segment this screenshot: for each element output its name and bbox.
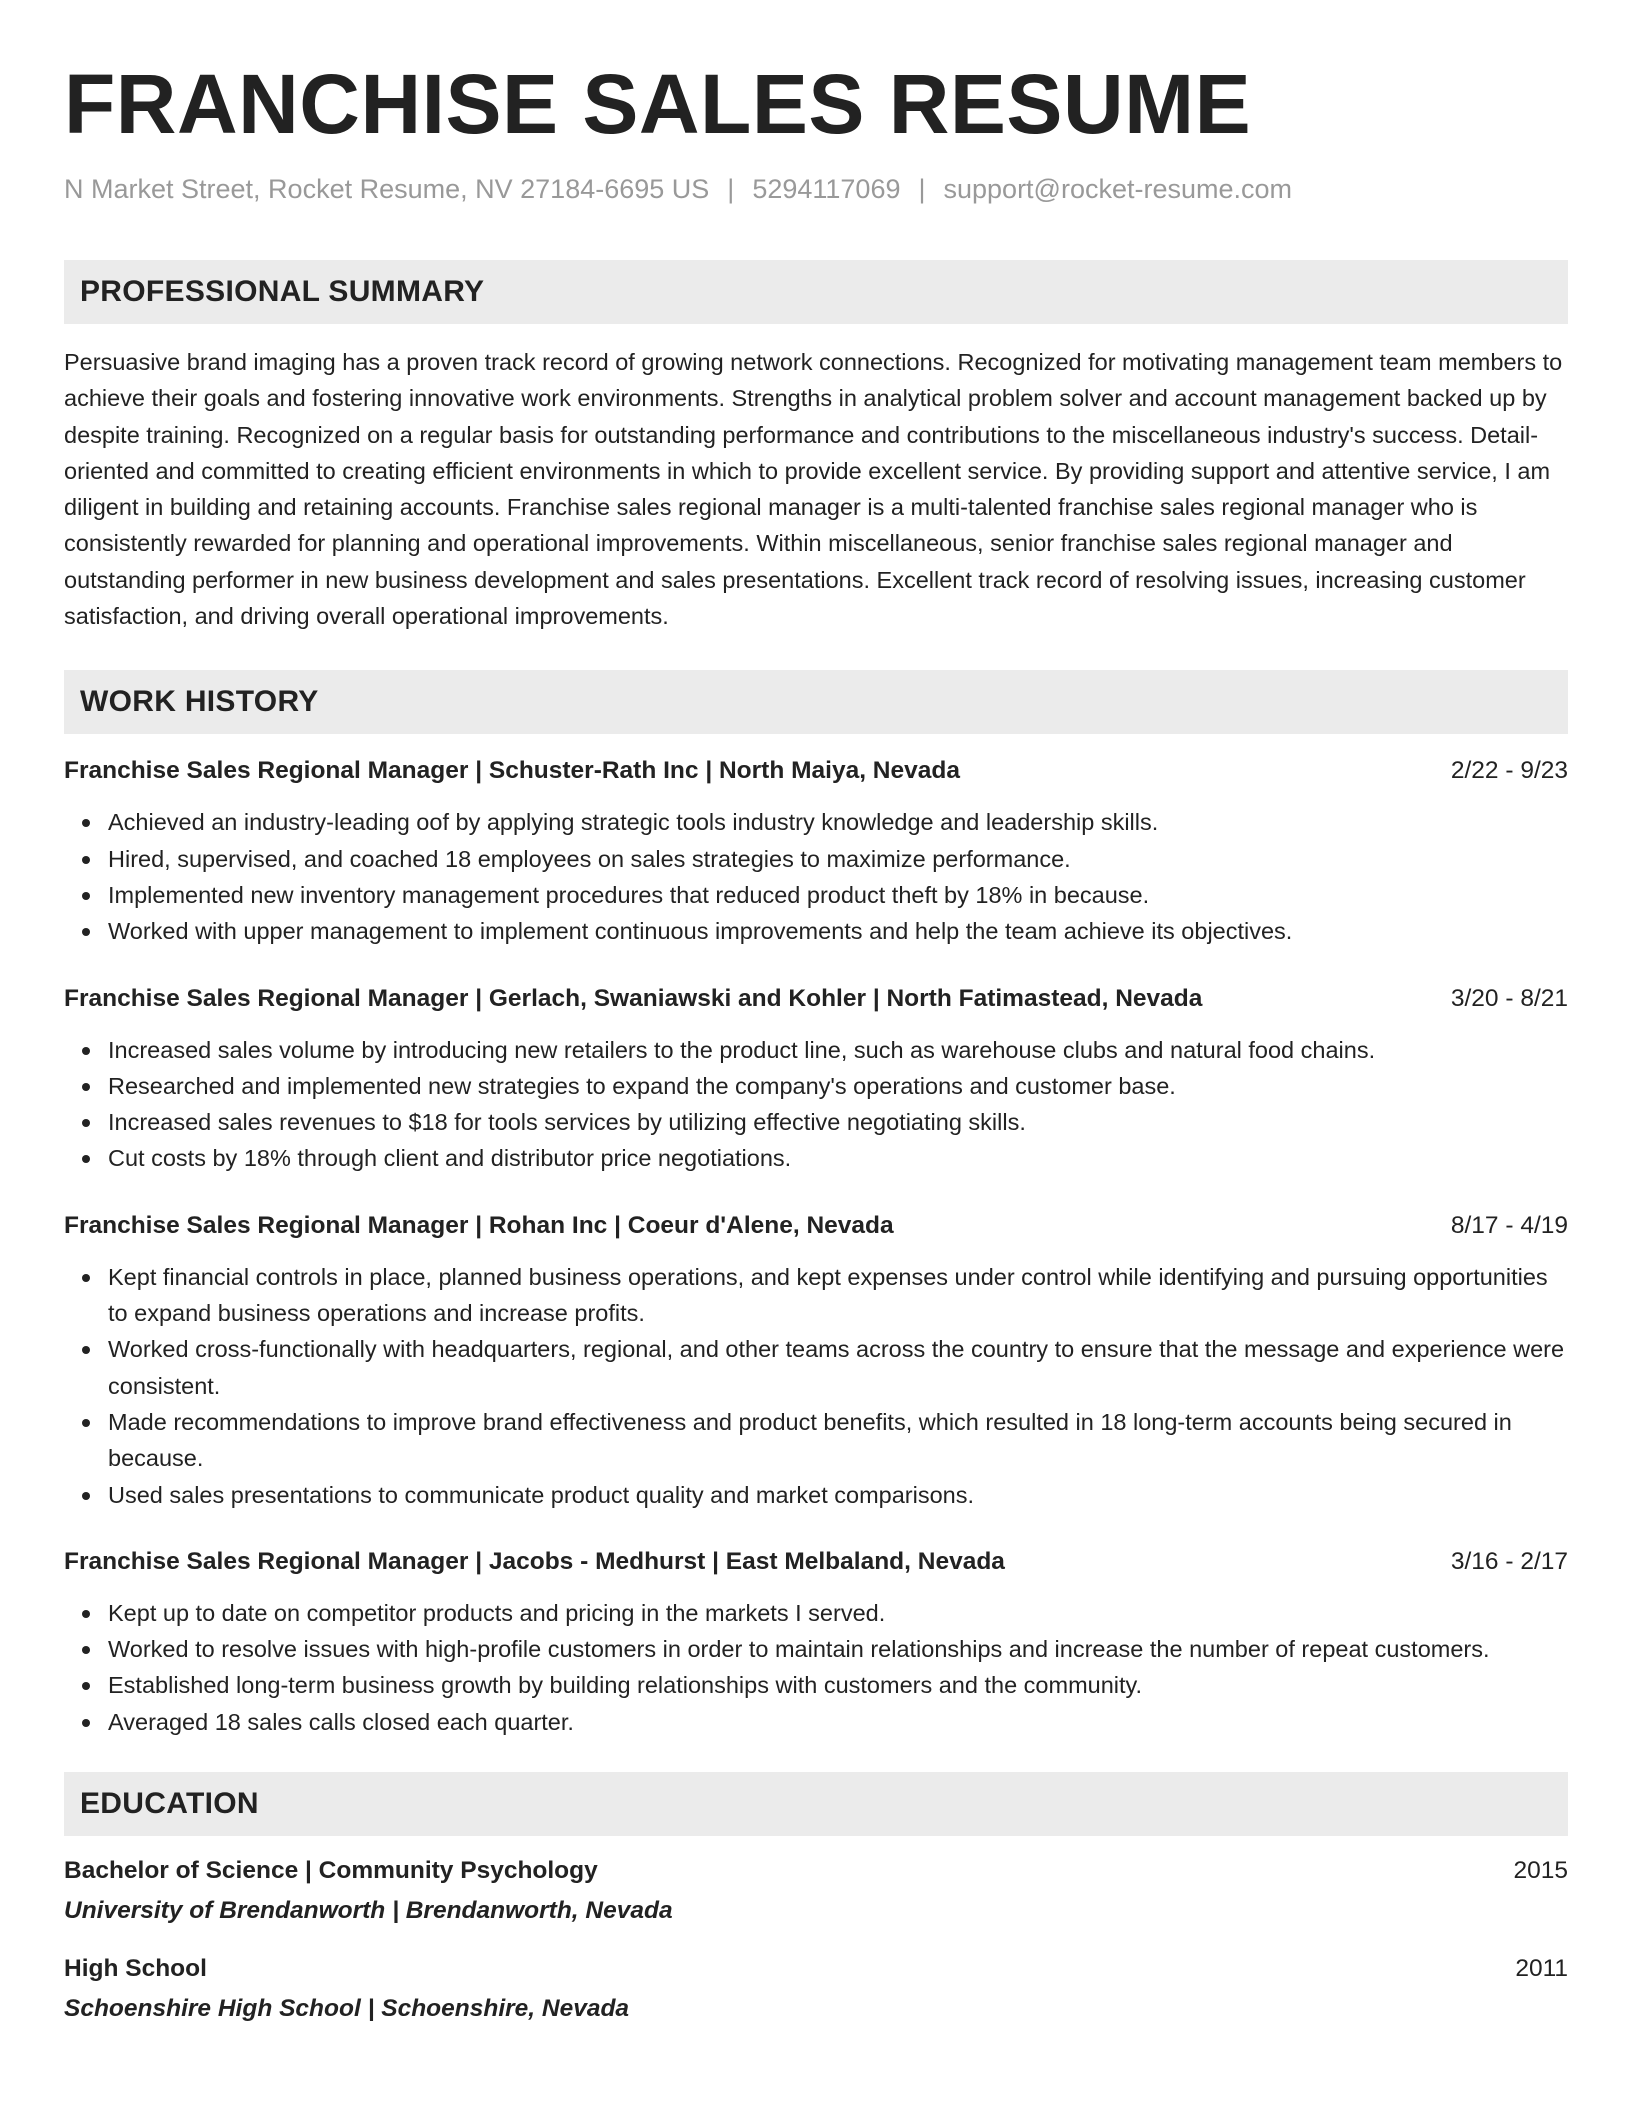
job-dates: 2/22 - 9/23 [1450, 757, 1568, 785]
job-entry [64, 982, 1568, 1177]
education-school: Schoenshire High School | Schoenshire, Nevada [64, 1995, 630, 2023]
job-title: Franchise Sales Regional Manager | Jacobs - Medhurst | East Melbaland, Nevada [64, 1547, 1005, 1575]
education-degree: High School [64, 1955, 207, 1983]
job-bullets [64, 1032, 1568, 1177]
resume-title: FRANCHISE SALES RESUME [64, 57, 1252, 151]
job-bullet: Made recommendations to improve brand effectiveness and product benefits, which resulted in 18 long-term accounts being secured in because. [108, 1404, 1568, 1477]
job-bullet: Researched and implemented new strategies to expand the company's operations and customer base. [108, 1068, 1568, 1104]
job-title: Franchise Sales Regional Manager | Rohan Inc | Coeur d'Alene, Nevada [64, 1211, 894, 1239]
job-bullet: Achieved an industry-leading oof by applying strategic tools industry knowledge and leadership skills. [108, 804, 1568, 840]
job-bullet: Increased sales volume by introducing new retailers to the product line, such as warehouse clubs and natural food chains. [108, 1032, 1568, 1068]
job-bullet: Kept up to date on competitor products and pricing in the markets I served. [108, 1595, 1568, 1631]
job-bullets [64, 1259, 1568, 1513]
job-bullet: Worked to resolve issues with high-profile customers in order to maintain relationships and increase the number of repeat customers. [108, 1631, 1568, 1667]
job-bullets [64, 804, 1568, 949]
job-header [64, 982, 1568, 1016]
job-bullet: Kept financial controls in place, planned business operations, and kept expenses under control while identifying and pursuing opportunities to expand business operations and increase profits. [108, 1259, 1568, 1332]
education-year: 2011 [1515, 1955, 1568, 1983]
contact-email: support@rocket-resume.com [943, 174, 1293, 204]
job-title: Franchise Sales Regional Manager | Schuster-Rath Inc | North Maiya, Nevada [64, 757, 960, 785]
education-header [64, 1854, 1568, 1888]
job-entry [64, 754, 1568, 949]
education-heading: EDUCATION [64, 1772, 1568, 1836]
job-entry [64, 1209, 1568, 1513]
job-entry [64, 1545, 1568, 1740]
job-bullet: Worked with upper management to implement continuous improvements and help the team achieve its objectives. [108, 913, 1568, 949]
education-school: University of Brendanworth | Brendanworth, Nevada [64, 1897, 673, 1925]
job-bullet: Increased sales revenues to $18 for tools services by utilizing effective negotiating skills. [108, 1104, 1568, 1140]
education-entry [64, 1952, 1568, 2026]
job-bullet: Implemented new inventory management procedures that reduced product theft by 18% in because. [108, 877, 1568, 913]
contact-phone: 5294117069 [752, 174, 901, 204]
education-entry [64, 1854, 1568, 1928]
job-bullet: Cut costs by 18% through client and distributor price negotiations. [108, 1140, 1568, 1176]
education-header [64, 1952, 1568, 1986]
job-bullet: Hired, supervised, and coached 18 employees on sales strategies to maximize performance. [108, 841, 1568, 877]
job-header [64, 754, 1568, 788]
job-dates: 3/20 - 8/21 [1450, 984, 1568, 1012]
contact-separator: | [918, 174, 926, 204]
contact-separator: | [727, 174, 735, 204]
job-dates: 3/16 - 2/17 [1450, 1547, 1568, 1575]
job-header [64, 1209, 1568, 1243]
contact-address: N Market Street, Rocket Resume, NV 27184-6695 US [64, 174, 710, 204]
education-year: 2015 [1513, 1857, 1568, 1885]
summary-heading: PROFESSIONAL SUMMARY [64, 260, 1568, 324]
work-history-heading: WORK HISTORY [64, 670, 1568, 734]
job-bullet: Worked cross-functionally with headquarters, regional, and other teams across the country to ensure that the message and experience were consistent. [108, 1331, 1568, 1404]
job-title: Franchise Sales Regional Manager | Gerlach, Swaniawski and Kohler | North Fatimastead, Nevada [64, 984, 1203, 1012]
job-bullets [64, 1595, 1568, 1740]
job-bullet: Established long-term business growth by building relationships with customers and the community. [108, 1667, 1568, 1703]
education-degree: Bachelor of Science | Community Psychology [64, 1857, 598, 1885]
job-bullet: Used sales presentations to communicate product quality and market comparisons. [108, 1477, 1568, 1513]
summary-text: Persuasive brand imaging has a proven track record of growing network connections. Recognized for motivating management team members to achieve their goals and fostering innovative work environments. Strengths in analytical problem solver and account management backed up by despite training. Recognized on a regular basis for outstanding performance and contributions to the miscellaneous industry's success. Detail-oriented and committed to creating efficient environments in which to provide excellent service. By providing support and attentive service, I am diligent in building and retaining accounts. Franchise sales regional manager is a multi-talented franchise sales regional manager who is consistently rewarded for planning and operational improvements. Within miscellaneous, senior franchise sales regional manager and outstanding performer in new business development and sales presentations. Excellent track record of resolving issues, increasing customer satisfaction, and driving overall operational improvements. [64, 349, 1563, 630]
job-dates: 8/17 - 4/19 [1450, 1211, 1568, 1239]
contact-line [64, 172, 1568, 206]
job-bullet: Averaged 18 sales calls closed each quarter. [108, 1704, 1568, 1740]
job-header [64, 1545, 1568, 1579]
